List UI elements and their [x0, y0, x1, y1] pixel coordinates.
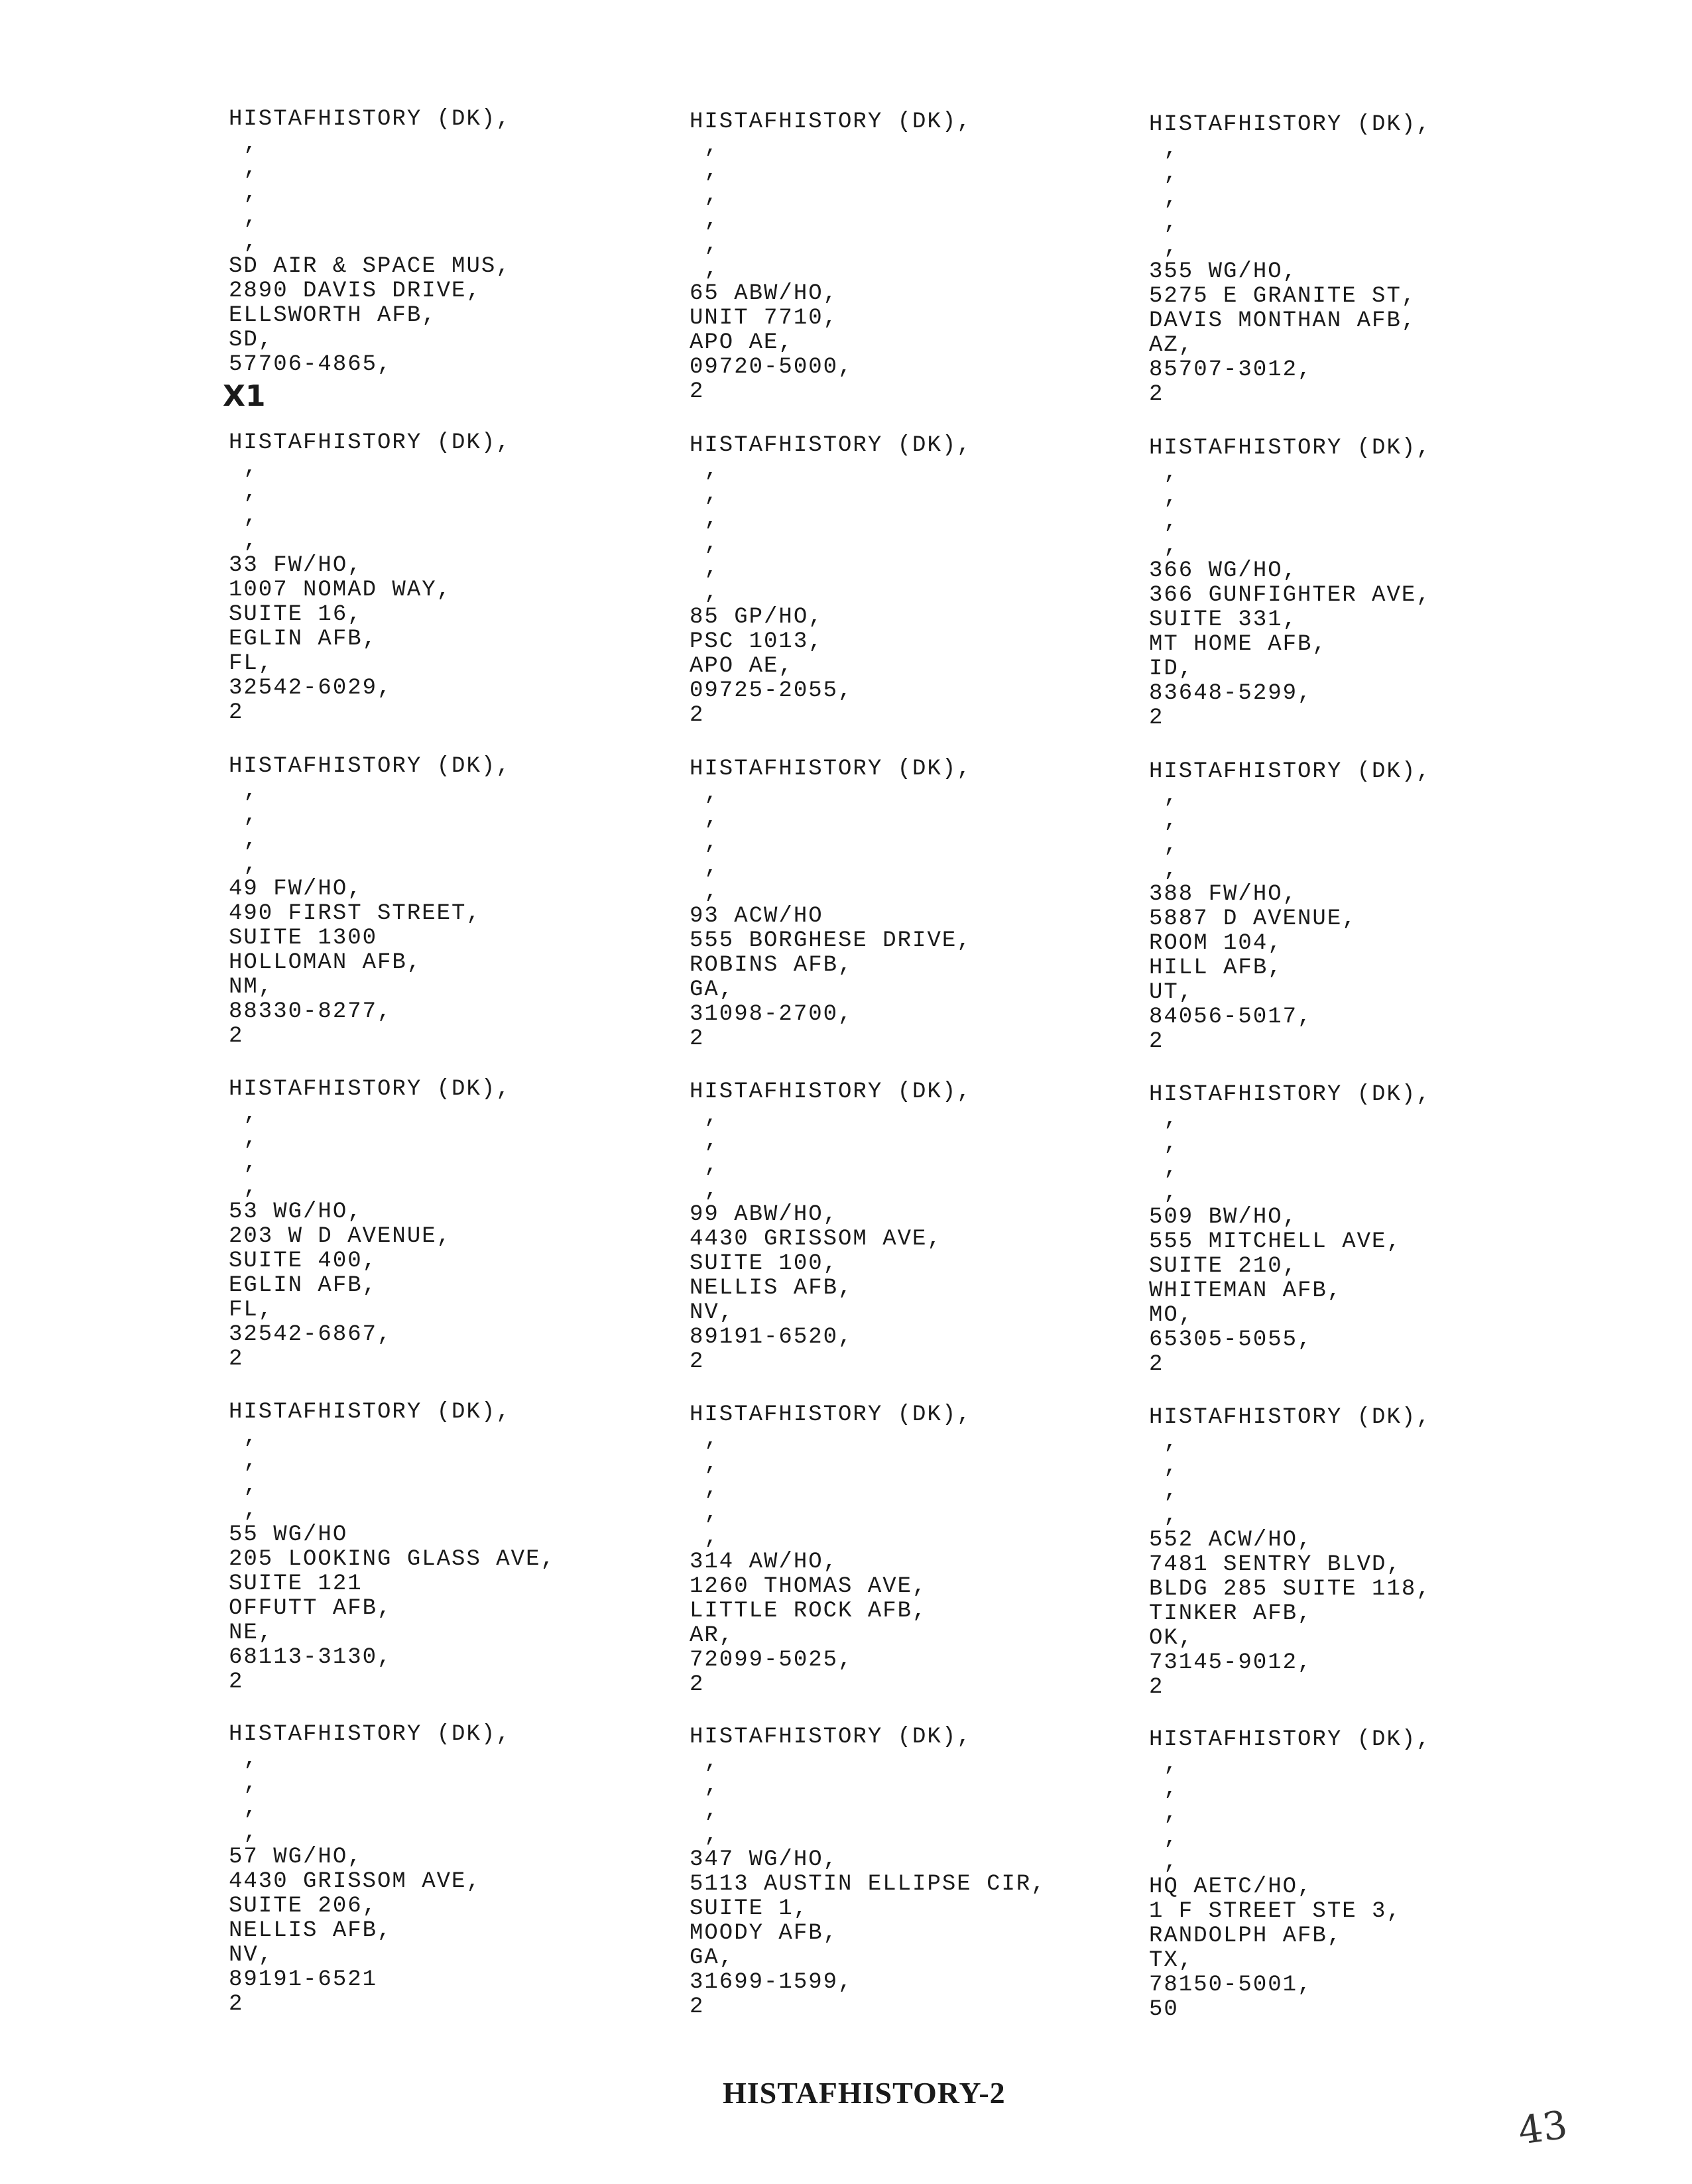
- address-line: TINKER AFB,: [1149, 1601, 1313, 1626]
- address-line: 5887 D AVENUE,: [1149, 906, 1357, 932]
- address-line: SUITE 1,: [690, 1896, 809, 1921]
- address-line: 555 BORGHESE DRIVE,: [690, 928, 972, 953]
- address-line: NELLIS AFB,: [229, 1918, 393, 1943]
- empty-field-comma: ,: [690, 183, 719, 208]
- address-line: SUITE 121: [229, 1571, 363, 1597]
- empty-field-comma: ,: [690, 1525, 719, 1550]
- label-header: HISTAFHISTORY (DK),: [1149, 1082, 1431, 1107]
- address-line: 53 WG/HO,: [229, 1199, 363, 1225]
- empty-field-comma: ,: [229, 1795, 259, 1821]
- empty-field-comma: ,: [1149, 137, 1179, 162]
- empty-field-comma: ,: [690, 1774, 719, 1799]
- empty-field-comma: ,: [1149, 210, 1179, 235]
- empty-field-comma: ,: [229, 852, 259, 877]
- address-line: 366 GUNFIGHTER AVE,: [1149, 583, 1431, 608]
- address-line: 57706-4865,: [229, 352, 393, 377]
- empty-field-comma: ,: [690, 208, 719, 233]
- empty-field-comma: ,: [1149, 784, 1179, 809]
- address-line: 73145-9012,: [1149, 1650, 1313, 1675]
- address-line: 205 LOOKING GLASS AVE,: [229, 1547, 556, 1572]
- address-line: 2: [1149, 1352, 1164, 1377]
- address-line: DAVIS MONTHAN AFB,: [1149, 308, 1417, 334]
- address-line: 2: [1149, 1029, 1164, 1054]
- address-line: 78150-5001,: [1149, 1972, 1313, 1998]
- address-line: SUITE 400,: [229, 1248, 378, 1274]
- empty-field-comma: ,: [690, 855, 719, 880]
- address-label: [690, 1403, 1140, 1697]
- address-label: [229, 1400, 680, 1695]
- address-line: 31699-1599,: [690, 1970, 853, 1995]
- address-line: EGLIN AFB,: [229, 627, 378, 652]
- address-line: FL,: [229, 1298, 274, 1323]
- empty-field-comma: ,: [1149, 186, 1179, 211]
- empty-field-comma: ,: [1149, 460, 1179, 485]
- address-line: UNIT 7710,: [690, 306, 839, 331]
- address-line: 203 W D AVENUE,: [229, 1224, 452, 1249]
- address-line: FL,: [229, 651, 274, 676]
- address-line: 2: [229, 1669, 244, 1695]
- label-header: HISTAFHISTORY (DK),: [690, 109, 972, 135]
- address-label: [229, 1723, 680, 2017]
- address-line: ROOM 104,: [1149, 931, 1283, 956]
- empty-field-comma: ,: [229, 1498, 259, 1523]
- address-line: 2: [229, 1024, 244, 1049]
- address-line: 355 WG/HO,: [1149, 259, 1298, 284]
- empty-field-comma: ,: [1149, 1752, 1179, 1777]
- address-line: 2: [229, 700, 244, 725]
- empty-field-comma: ,: [229, 1175, 259, 1200]
- address-line: 50: [1149, 1997, 1179, 2022]
- address-line: ELLSWORTH AFB,: [229, 303, 437, 328]
- empty-field-comma: ,: [229, 156, 259, 181]
- address-line: 2: [690, 1349, 705, 1374]
- address-line: 33 FW/HO,: [229, 553, 363, 578]
- address-line: 2: [690, 703, 705, 728]
- address-line: 1007 NOMAD WAY,: [229, 577, 452, 603]
- address-line: SUITE 206,: [229, 1894, 378, 1919]
- address-line: SUITE 331,: [1149, 607, 1298, 633]
- address-label: [1149, 1728, 1600, 2022]
- empty-field-comma: ,: [229, 1771, 259, 1796]
- address-label: [229, 431, 680, 725]
- address-line: APO AE,: [690, 330, 794, 355]
- address-label: [690, 434, 1140, 728]
- page-footer-title: HISTAFHISTORY-2: [723, 2076, 1006, 2110]
- empty-field-comma: ,: [690, 1104, 719, 1129]
- empty-field-comma: ,: [1149, 235, 1179, 260]
- address-line: 2: [229, 1347, 244, 1372]
- empty-field-comma: ,: [690, 806, 719, 831]
- address-label: [1149, 1083, 1600, 1377]
- address-line: 49 FW/HO,: [229, 877, 363, 902]
- empty-field-comma: ,: [229, 1473, 259, 1498]
- address-line: HQ AETC/HO,: [1149, 1874, 1313, 1900]
- address-line: 347 WG/HO,: [690, 1847, 839, 1872]
- address-line: 83648-5299,: [1149, 681, 1313, 706]
- empty-field-comma: ,: [229, 229, 259, 255]
- address-line: 7481 SENTRY BLVD,: [1149, 1552, 1402, 1577]
- address-line: 1260 THOMAS AVE,: [690, 1574, 928, 1599]
- empty-field-comma: ,: [1149, 1801, 1179, 1826]
- address-line: 5275 E GRANITE ST,: [1149, 284, 1417, 309]
- address-line: RANDOLPH AFB,: [1149, 1923, 1343, 1949]
- address-line: 88330-8277,: [229, 999, 393, 1024]
- address-line: 2: [690, 379, 705, 404]
- address-line: 57 WG/HO,: [229, 1845, 363, 1870]
- label-header: HISTAFHISTORY (DK),: [1149, 112, 1431, 137]
- address-line: 2: [1149, 1675, 1164, 1700]
- label-header: HISTAFHISTORY (DK),: [229, 430, 511, 455]
- address-line: 85 GP/HO,: [690, 605, 823, 630]
- empty-field-comma: ,: [690, 232, 719, 257]
- address-line: BLDG 285 SUITE 118,: [1149, 1577, 1431, 1602]
- address-line: ROBINS AFB,: [690, 953, 853, 978]
- label-header: HISTAFHISTORY (DK),: [690, 1725, 972, 1750]
- empty-field-comma: ,: [690, 1500, 719, 1526]
- address-line: 55 WG/HO: [229, 1522, 348, 1547]
- empty-field-comma: ,: [229, 827, 259, 853]
- empty-field-comma: ,: [229, 1746, 259, 1772]
- empty-field-comma: ,: [1149, 1131, 1179, 1156]
- empty-field-comma: ,: [690, 1476, 719, 1501]
- address-line: HOLLOMAN AFB,: [229, 950, 422, 975]
- address-line: 93 ACW/HO: [690, 904, 823, 929]
- label-header: HISTAFHISTORY (DK),: [229, 1077, 511, 1102]
- empty-field-comma: ,: [229, 528, 259, 554]
- empty-field-comma: ,: [229, 1424, 259, 1449]
- empty-field-comma: ,: [690, 507, 719, 532]
- address-line: WHITEMAN AFB,: [1149, 1278, 1343, 1304]
- address-line: 552 ACW/HO,: [1149, 1528, 1313, 1553]
- address-line: 84056-5017,: [1149, 1004, 1313, 1030]
- address-line: APO AE,: [690, 654, 794, 679]
- address-line: ID,: [1149, 656, 1194, 682]
- address-line: EGLIN AFB,: [229, 1273, 378, 1298]
- address-label: [229, 755, 680, 1049]
- address-line: LITTLE ROCK AFB,: [690, 1599, 928, 1624]
- empty-field-comma: ,: [229, 1820, 259, 1845]
- address-line: 89191-6521: [229, 1967, 378, 1992]
- empty-field-comma: ,: [690, 1451, 719, 1477]
- address-line: 89191-6520,: [690, 1325, 853, 1350]
- empty-field-comma: ,: [690, 457, 719, 483]
- empty-field-comma: ,: [1149, 1180, 1179, 1205]
- address-line: 2: [690, 1672, 705, 1697]
- empty-field-comma: ,: [229, 205, 259, 230]
- empty-field-comma: ,: [1149, 1776, 1179, 1801]
- address-line: MT HOME AFB,: [1149, 632, 1327, 657]
- address-line: OFFUTT AFB,: [229, 1596, 393, 1621]
- empty-field-comma: ,: [690, 531, 719, 556]
- empty-field-comma: ,: [229, 778, 259, 804]
- address-line: 32542-6867,: [229, 1322, 393, 1347]
- address-line: 32542-6029,: [229, 676, 393, 701]
- empty-field-comma: ,: [1149, 857, 1179, 882]
- address-line: 68113-3130,: [229, 1645, 393, 1670]
- empty-field-comma: ,: [229, 1126, 259, 1151]
- address-line: 09725-2055,: [690, 678, 853, 703]
- address-line: 4430 GRISSOM AVE,: [690, 1227, 942, 1252]
- label-header: HISTAFHISTORY (DK),: [690, 1079, 972, 1105]
- address-line: 2: [690, 1026, 705, 1052]
- label-header: HISTAFHISTORY (DK),: [229, 754, 511, 779]
- empty-field-comma: ,: [690, 1128, 719, 1154]
- address-line: UT,: [1149, 980, 1194, 1005]
- label-header: HISTAFHISTORY (DK),: [690, 433, 972, 458]
- address-line: 2890 DAVIS DRIVE,: [229, 278, 481, 304]
- address-line: MO,: [1149, 1303, 1194, 1328]
- address-line: 5113 AUSTIN ELLIPSE CIR,: [690, 1872, 1046, 1897]
- address-line: NE,: [229, 1620, 274, 1646]
- empty-field-comma: ,: [690, 1178, 719, 1203]
- empty-field-comma: ,: [690, 1823, 719, 1848]
- empty-field-comma: ,: [229, 455, 259, 480]
- address-line: 65305-5055,: [1149, 1327, 1313, 1353]
- address-line: TX,: [1149, 1948, 1194, 1973]
- address-line: 490 FIRST STREET,: [229, 901, 481, 926]
- address-label: [1149, 436, 1600, 731]
- address-label: [690, 1725, 1140, 2020]
- label-header: HISTAFHISTORY (DK),: [1149, 1405, 1431, 1430]
- empty-field-comma: ,: [1149, 808, 1179, 833]
- address-line: GA,: [690, 1945, 735, 1971]
- address-line: 72099-5025,: [690, 1648, 853, 1673]
- label-header: HISTAFHISTORY (DK),: [690, 757, 972, 782]
- address-label: [690, 110, 1140, 404]
- empty-field-comma: ,: [690, 134, 719, 159]
- empty-field-comma: ,: [229, 1150, 259, 1176]
- address-label: [229, 1077, 680, 1372]
- address-line: 366 WG/HO,: [1149, 558, 1298, 583]
- empty-field-comma: ,: [1149, 1825, 1179, 1850]
- empty-field-comma: ,: [690, 158, 719, 184]
- empty-field-comma: ,: [1149, 534, 1179, 559]
- address-line: AR,: [690, 1623, 735, 1648]
- empty-field-comma: ,: [690, 1798, 719, 1823]
- empty-field-comma: ,: [690, 1427, 719, 1452]
- address-line: OK,: [1149, 1626, 1194, 1651]
- address-line: 314 AW/HO,: [690, 1549, 839, 1575]
- empty-field-comma: ,: [690, 580, 719, 605]
- address-line: SUITE 1300: [229, 926, 378, 951]
- address-line: SUITE 100,: [690, 1251, 839, 1276]
- address-line: 555 MITCHELL AVE,: [1149, 1229, 1402, 1254]
- address-line: 2: [1149, 705, 1164, 731]
- address-label: [690, 757, 1140, 1052]
- label-header: HISTAFHISTORY (DK),: [1149, 1727, 1431, 1752]
- address-line: MOODY AFB,: [690, 1921, 839, 1946]
- empty-field-comma: ,: [229, 1449, 259, 1474]
- empty-field-comma: ,: [690, 781, 719, 806]
- label-header: HISTAFHISTORY (DK),: [1149, 759, 1431, 784]
- empty-field-comma: ,: [1149, 161, 1179, 186]
- empty-field-comma: ,: [690, 482, 719, 507]
- address-line: 31098-2700,: [690, 1002, 853, 1027]
- label-header: HISTAFHISTORY (DK),: [229, 1722, 511, 1747]
- address-line: 09720-5000,: [690, 355, 853, 380]
- empty-field-comma: ,: [1149, 485, 1179, 510]
- address-line: 509 BW/HO,: [1149, 1205, 1298, 1230]
- empty-field-comma: ,: [1149, 1503, 1179, 1528]
- address-label: [1149, 113, 1600, 407]
- address-line: NM,: [229, 975, 274, 1000]
- address-label: [690, 1080, 1140, 1374]
- empty-field-comma: ,: [1149, 1107, 1179, 1132]
- empty-field-comma: ,: [1149, 1454, 1179, 1479]
- address-line: 65 ABW/HO,: [690, 281, 839, 306]
- empty-field-comma: ,: [229, 504, 259, 529]
- address-line: 4430 GRISSOM AVE,: [229, 1869, 481, 1894]
- empty-field-comma: ,: [690, 257, 719, 282]
- label-header: HISTAFHISTORY (DK),: [229, 107, 511, 132]
- address-line: GA,: [690, 977, 735, 1002]
- empty-field-comma: ,: [229, 180, 259, 206]
- address-line: 2: [690, 1994, 705, 2020]
- empty-field-comma: ,: [690, 1153, 719, 1178]
- address-label: [229, 107, 680, 377]
- address-line: 388 FW/HO,: [1149, 882, 1298, 907]
- address-line: SD AIR & SPACE MUS,: [229, 254, 511, 279]
- address-line: 2: [1149, 382, 1164, 407]
- empty-field-comma: ,: [690, 1749, 719, 1774]
- address-label: [1149, 1406, 1600, 1700]
- empty-field-comma: ,: [1149, 833, 1179, 858]
- address-line: SUITE 210,: [1149, 1254, 1298, 1279]
- address-line: NV,: [690, 1300, 735, 1325]
- handwritten-page-number: 43: [1515, 2102, 1571, 2154]
- address-label: [1149, 760, 1600, 1054]
- address-line: PSC 1013,: [690, 629, 823, 654]
- address-line: 2: [229, 1992, 244, 2017]
- label-header: HISTAFHISTORY (DK),: [690, 1402, 972, 1427]
- empty-field-comma: ,: [229, 803, 259, 828]
- empty-field-comma: ,: [1149, 1479, 1179, 1504]
- address-line: NELLIS AFB,: [690, 1276, 853, 1301]
- address-line: 1 F STREET STE 3,: [1149, 1899, 1402, 1924]
- empty-field-comma: ,: [1149, 509, 1179, 534]
- address-line: NV,: [229, 1943, 274, 1968]
- address-line: SD,: [229, 328, 274, 353]
- empty-field-comma: ,: [1149, 1156, 1179, 1181]
- address-line: 85707-3012,: [1149, 357, 1313, 383]
- address-line: SUITE 16,: [229, 602, 363, 627]
- address-line: AZ,: [1149, 333, 1194, 358]
- handwritten-mark: X1: [223, 379, 266, 413]
- empty-field-comma: ,: [229, 1101, 259, 1126]
- label-header: HISTAFHISTORY (DK),: [229, 1400, 511, 1425]
- address-line: HILL AFB,: [1149, 955, 1283, 981]
- empty-field-comma: ,: [1149, 1850, 1179, 1875]
- address-line: 99 ABW/HO,: [690, 1202, 839, 1227]
- empty-field-comma: ,: [1149, 1429, 1179, 1455]
- empty-field-comma: ,: [229, 131, 259, 156]
- empty-field-comma: ,: [690, 879, 719, 904]
- empty-field-comma: ,: [690, 556, 719, 581]
- empty-field-comma: ,: [229, 479, 259, 505]
- empty-field-comma: ,: [690, 830, 719, 855]
- label-header: HISTAFHISTORY (DK),: [1149, 436, 1431, 461]
